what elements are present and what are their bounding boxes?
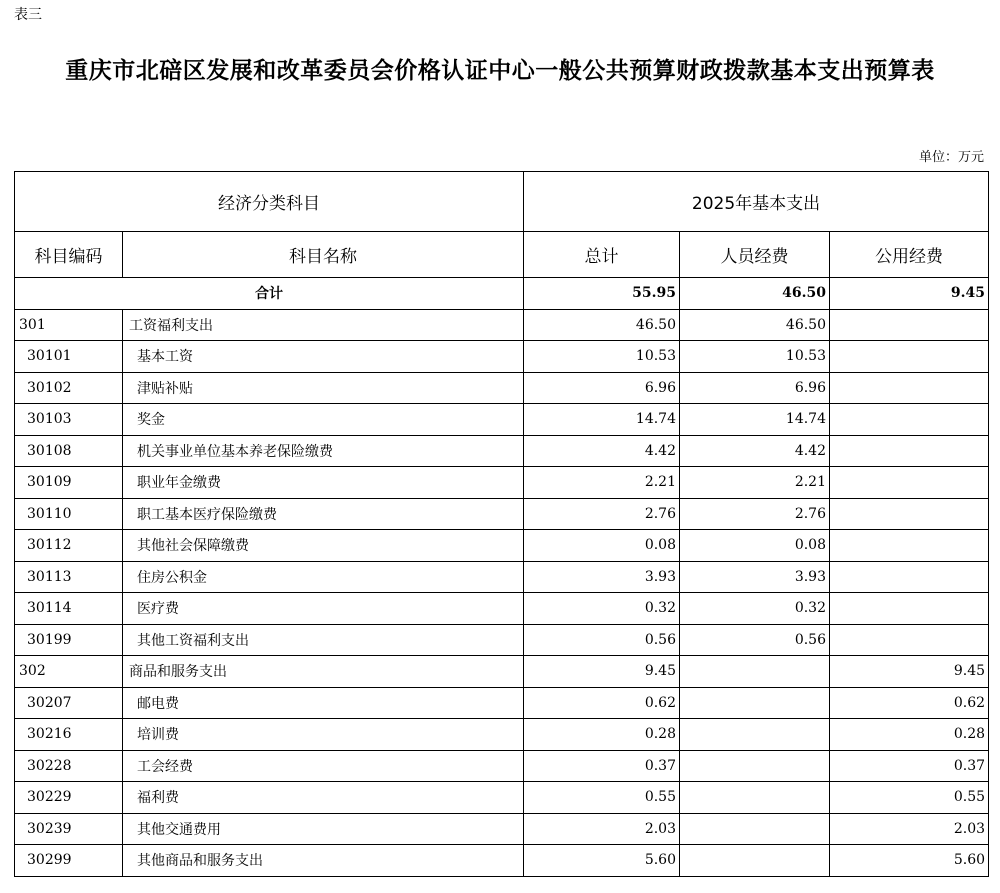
row-personnel: 14.74 bbox=[680, 404, 830, 436]
row-personnel: 3.93 bbox=[680, 561, 830, 593]
row-code: 30109 bbox=[15, 467, 123, 499]
row-code: 30199 bbox=[15, 624, 123, 656]
row-public: 0.28 bbox=[830, 719, 989, 751]
row-public: 2.03 bbox=[830, 813, 989, 845]
row-total: 0.32 bbox=[524, 593, 680, 625]
row-personnel: 46.50 bbox=[680, 309, 830, 341]
row-code: 302 bbox=[15, 656, 123, 688]
row-public: 0.62 bbox=[830, 687, 989, 719]
table-row bbox=[15, 719, 989, 751]
total-personnel: 46.50 bbox=[680, 278, 830, 310]
row-name: 其他商品和服务支出 bbox=[123, 845, 524, 877]
row-public bbox=[830, 404, 989, 436]
row-name: 机关事业单位基本养老保险缴费 bbox=[123, 435, 524, 467]
header-basic-expenditure: 2025年基本支出 bbox=[524, 172, 989, 232]
row-code: 30216 bbox=[15, 719, 123, 751]
row-public bbox=[830, 435, 989, 467]
row-personnel: 2.21 bbox=[680, 467, 830, 499]
row-personnel: 0.08 bbox=[680, 530, 830, 562]
row-total: 3.93 bbox=[524, 561, 680, 593]
table-row bbox=[15, 593, 989, 625]
table-row bbox=[15, 750, 989, 782]
row-total: 0.08 bbox=[524, 530, 680, 562]
header-code: 科目编码 bbox=[15, 232, 123, 278]
row-code: 30113 bbox=[15, 561, 123, 593]
row-code: 30229 bbox=[15, 782, 123, 814]
row-total: 0.56 bbox=[524, 624, 680, 656]
row-public: 0.37 bbox=[830, 750, 989, 782]
row-public bbox=[830, 309, 989, 341]
row-total: 5.60 bbox=[524, 845, 680, 877]
row-personnel: 2.76 bbox=[680, 498, 830, 530]
row-public: 5.60 bbox=[830, 845, 989, 877]
row-personnel bbox=[680, 656, 830, 688]
table-row bbox=[15, 782, 989, 814]
header-name: 科目名称 bbox=[123, 232, 524, 278]
table-row bbox=[15, 309, 989, 341]
row-personnel bbox=[680, 750, 830, 782]
row-name: 其他社会保障缴费 bbox=[123, 530, 524, 562]
row-name: 津贴补贴 bbox=[123, 372, 524, 404]
row-name: 医疗费 bbox=[123, 593, 524, 625]
row-personnel bbox=[680, 845, 830, 877]
row-public: 9.45 bbox=[830, 656, 989, 688]
table-row bbox=[15, 467, 989, 499]
row-personnel bbox=[680, 719, 830, 751]
row-name: 邮电费 bbox=[123, 687, 524, 719]
table-row bbox=[15, 687, 989, 719]
row-total: 0.55 bbox=[524, 782, 680, 814]
row-name: 其他交通费用 bbox=[123, 813, 524, 845]
header-row-2 bbox=[15, 232, 989, 278]
row-name: 基本工资 bbox=[123, 341, 524, 373]
row-public bbox=[830, 498, 989, 530]
page-title: 重庆市北碚区发展和改革委员会价格认证中心一般公共预算财政拨款基本支出预算表 bbox=[65, 57, 935, 84]
row-total: 6.96 bbox=[524, 372, 680, 404]
unit-label: 单位：万元 bbox=[918, 150, 984, 165]
table-row bbox=[15, 813, 989, 845]
header-total: 总计 bbox=[524, 232, 680, 278]
row-total: 10.53 bbox=[524, 341, 680, 373]
row-code: 30299 bbox=[15, 845, 123, 877]
row-code: 301 bbox=[15, 309, 123, 341]
row-personnel: 4.42 bbox=[680, 435, 830, 467]
row-code: 30112 bbox=[15, 530, 123, 562]
row-code: 30103 bbox=[15, 404, 123, 436]
row-public bbox=[830, 593, 989, 625]
table-row bbox=[15, 624, 989, 656]
total-row bbox=[15, 278, 989, 310]
row-code: 30207 bbox=[15, 687, 123, 719]
row-total: 46.50 bbox=[524, 309, 680, 341]
header-personnel: 人员经费 bbox=[680, 232, 830, 278]
row-code: 30102 bbox=[15, 372, 123, 404]
row-code: 30239 bbox=[15, 813, 123, 845]
table-row bbox=[15, 372, 989, 404]
table-number: 表三 bbox=[14, 7, 42, 23]
row-code: 30108 bbox=[15, 435, 123, 467]
row-personnel: 6.96 bbox=[680, 372, 830, 404]
row-total: 0.37 bbox=[524, 750, 680, 782]
header-public: 公用经费 bbox=[830, 232, 989, 278]
row-personnel: 10.53 bbox=[680, 341, 830, 373]
row-name: 工会经费 bbox=[123, 750, 524, 782]
row-public bbox=[830, 530, 989, 562]
row-public bbox=[830, 372, 989, 404]
row-public bbox=[830, 341, 989, 373]
row-name: 奖金 bbox=[123, 404, 524, 436]
row-name: 住房公积金 bbox=[123, 561, 524, 593]
row-total: 9.45 bbox=[524, 656, 680, 688]
row-personnel bbox=[680, 782, 830, 814]
table-row bbox=[15, 656, 989, 688]
row-total: 0.28 bbox=[524, 719, 680, 751]
table-row bbox=[15, 530, 989, 562]
row-total: 14.74 bbox=[524, 404, 680, 436]
total-public: 9.45 bbox=[830, 278, 989, 310]
table-row bbox=[15, 435, 989, 467]
row-public: 0.55 bbox=[830, 782, 989, 814]
row-code: 30228 bbox=[15, 750, 123, 782]
row-name: 职业年金缴费 bbox=[123, 467, 524, 499]
row-name: 工资福利支出 bbox=[123, 309, 524, 341]
row-public bbox=[830, 561, 989, 593]
row-name: 其他工资福利支出 bbox=[123, 624, 524, 656]
row-total: 2.76 bbox=[524, 498, 680, 530]
row-total: 2.21 bbox=[524, 467, 680, 499]
table-row bbox=[15, 498, 989, 530]
row-total: 4.42 bbox=[524, 435, 680, 467]
table-row bbox=[15, 845, 989, 877]
row-total: 2.03 bbox=[524, 813, 680, 845]
row-personnel: 0.32 bbox=[680, 593, 830, 625]
budget-table bbox=[14, 171, 989, 877]
row-personnel: 0.56 bbox=[680, 624, 830, 656]
row-personnel bbox=[680, 813, 830, 845]
row-code: 30114 bbox=[15, 593, 123, 625]
header-row-1 bbox=[15, 172, 989, 232]
row-code: 30101 bbox=[15, 341, 123, 373]
header-econ-class: 经济分类科目 bbox=[15, 172, 524, 232]
row-name: 福利费 bbox=[123, 782, 524, 814]
row-name: 商品和服务支出 bbox=[123, 656, 524, 688]
row-public bbox=[830, 624, 989, 656]
total-label: 合计 bbox=[15, 278, 524, 310]
row-total: 0.62 bbox=[524, 687, 680, 719]
row-personnel bbox=[680, 687, 830, 719]
row-name: 培训费 bbox=[123, 719, 524, 751]
table-row bbox=[15, 561, 989, 593]
table-row bbox=[15, 341, 989, 373]
row-code: 30110 bbox=[15, 498, 123, 530]
row-public bbox=[830, 467, 989, 499]
row-name: 职工基本医疗保险缴费 bbox=[123, 498, 524, 530]
table-row bbox=[15, 404, 989, 436]
total-sum: 55.95 bbox=[524, 278, 680, 310]
